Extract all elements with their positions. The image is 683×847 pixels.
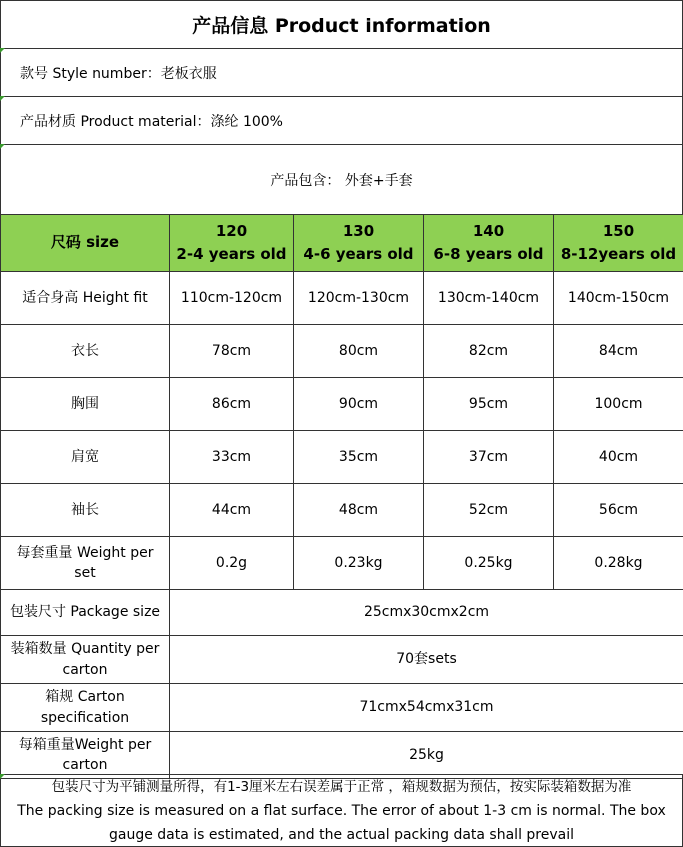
table-row (1, 484, 683, 537)
row-label: 袖长 (1, 484, 170, 537)
packing-label: 箱规 Carton specification (1, 684, 170, 732)
table-cell: 40cm (554, 431, 683, 484)
size-age: 6-8 years old (433, 245, 544, 263)
table-cell: 52cm (424, 484, 554, 537)
row-label: 胸围 (1, 378, 170, 431)
table-cell: 90cm (294, 378, 424, 431)
row-label: 适合身高 Height fit (1, 272, 170, 325)
size-age: 4-6 years old (303, 245, 414, 263)
size-code: 130 (342, 221, 375, 240)
row-label: 衣长 (1, 325, 170, 378)
packing-row (1, 732, 683, 779)
row-label: 肩宽 (1, 431, 170, 484)
size-code: 120 (215, 221, 248, 240)
page-title: 产品信息 Product information (0, 0, 683, 48)
table-cell: 78cm (170, 325, 294, 378)
size-header-cell (554, 215, 683, 272)
table-row (1, 431, 683, 484)
note-line: gauge data is estimated, and the actual packing data shall prevail (109, 826, 574, 843)
row-label: 每套重量 Weight per set (1, 537, 170, 590)
style-number-row (0, 48, 683, 96)
packing-note (0, 774, 683, 847)
table-cell: 80cm (294, 325, 424, 378)
note-line: The packing size is measured on a flat surface. The error of about 1-3 cm is normal. The box (17, 802, 666, 819)
material-text: 产品材质 Product material：涤纶 100% (20, 113, 283, 130)
table-cell: 110cm-120cm (170, 272, 294, 325)
size-code: 140 (472, 221, 505, 240)
table-row (1, 325, 683, 378)
packing-label: 包装尺寸 Package size (1, 590, 170, 636)
table-cell: 120cm-130cm (294, 272, 424, 325)
packing-value: 70套sets (170, 636, 683, 684)
table-cell: 86cm (170, 378, 294, 431)
size-table (0, 214, 683, 779)
corner-marker-icon (0, 48, 5, 53)
size-header-cell (294, 215, 424, 272)
table-cell: 100cm (554, 378, 683, 431)
table-cell: 0.28kg (554, 537, 683, 590)
corner-marker-icon (0, 144, 5, 149)
table-cell: 84cm (554, 325, 683, 378)
table-row (1, 378, 683, 431)
packing-label: 装箱数量 Quantity per carton (1, 636, 170, 684)
size-header-cell (424, 215, 554, 272)
size-code: 150 (602, 221, 635, 240)
table-cell: 56cm (554, 484, 683, 537)
table-cell: 0.25kg (424, 537, 554, 590)
table-cell: 44cm (170, 484, 294, 537)
packing-label: 每箱重量Weight per carton (1, 732, 170, 779)
table-row (1, 537, 683, 590)
packing-value: 25cmx30cmx2cm (170, 590, 683, 636)
corner-marker-icon (0, 96, 5, 101)
packing-row (1, 684, 683, 732)
table-cell: 37cm (424, 431, 554, 484)
note-line: 包装尺寸为平铺测量所得，有1-3厘米左右误差属于正常 ，箱规数据为预估，按实际装箱数据为准 (51, 778, 632, 795)
table-cell: 0.2g (170, 537, 294, 590)
table-row (1, 272, 683, 325)
table-cell: 95cm (424, 378, 554, 431)
size-header-row (1, 215, 683, 272)
table-cell: 33cm (170, 431, 294, 484)
includes-row (0, 144, 683, 214)
table-cell: 82cm (424, 325, 554, 378)
size-age: 2-4 years old (176, 245, 287, 263)
size-header-label: 尺码 size (1, 215, 170, 272)
table-cell: 48cm (294, 484, 424, 537)
packing-row (1, 636, 683, 684)
style-number-text: 款号 Style number：老板衣服 (20, 65, 217, 82)
table-cell: 140cm-150cm (554, 272, 683, 325)
corner-marker-icon (0, 774, 5, 779)
packing-row (1, 590, 683, 636)
packing-value: 25kg (170, 732, 683, 779)
table-cell: 130cm-140cm (424, 272, 554, 325)
material-row (0, 96, 683, 144)
size-header-cell (170, 215, 294, 272)
table-cell: 0.23kg (294, 537, 424, 590)
includes-text: 产品包含： 外套+手套 (270, 172, 413, 189)
packing-value: 71cmx54cmx31cm (170, 684, 683, 732)
table-cell: 35cm (294, 431, 424, 484)
size-age: 8-12years old (560, 245, 677, 263)
